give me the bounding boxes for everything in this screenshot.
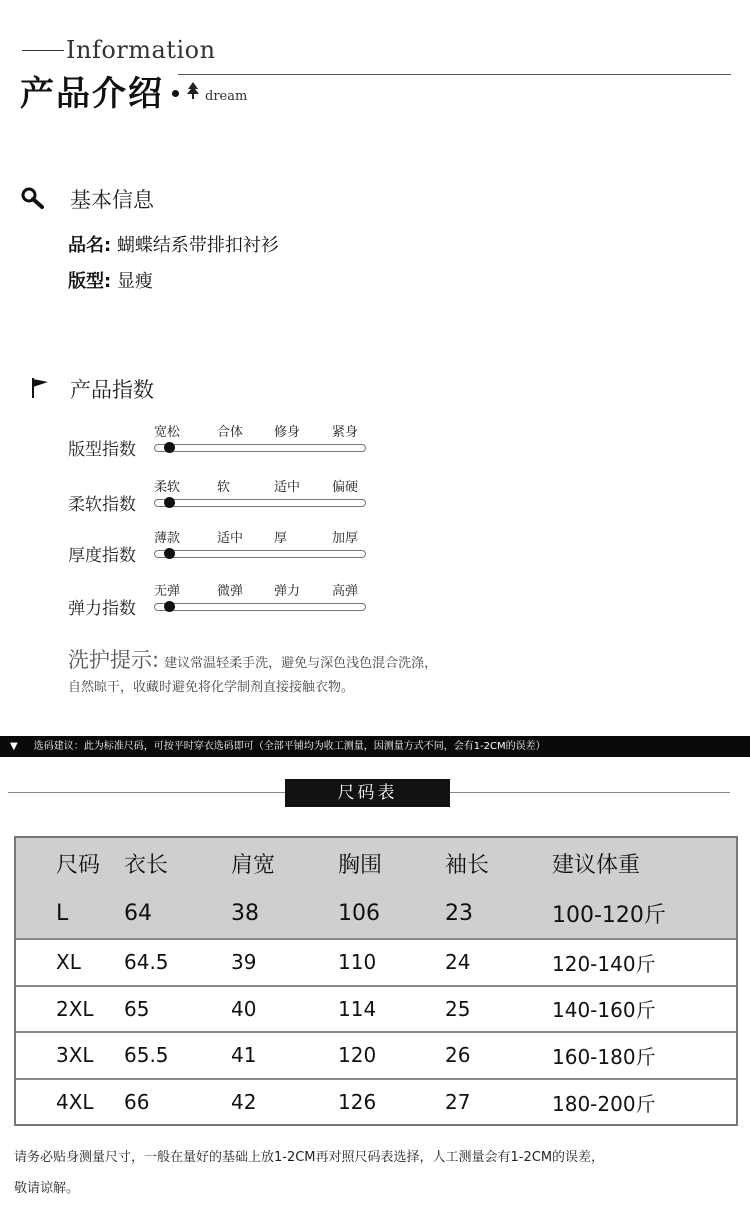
index-option: 加厚	[332, 531, 359, 546]
index-option: 微弹	[217, 584, 244, 599]
index-option: 修身	[274, 425, 301, 440]
table-cell: 2XL	[56, 996, 94, 1021]
index-slider-knob	[164, 548, 175, 559]
table-cell: 110	[338, 950, 377, 975]
index-label: 弹力指数	[68, 599, 136, 619]
table-cell: 27	[445, 1090, 471, 1115]
product-fit-line	[68, 267, 153, 293]
header-rule-right	[178, 74, 731, 75]
table-row	[16, 938, 736, 985]
header-cell: 胸围	[338, 852, 383, 878]
table-cell: 38	[231, 900, 259, 926]
table-cell: 41	[231, 1043, 257, 1068]
care-tip	[68, 644, 708, 674]
table-row	[16, 888, 736, 938]
table-cell: 26	[445, 1043, 471, 1068]
table-cell: 64	[124, 900, 152, 926]
tree-icon	[186, 82, 200, 104]
table-row	[16, 1078, 736, 1125]
search-icon	[20, 186, 46, 214]
table-cell: 24	[445, 950, 471, 975]
table-row	[16, 1031, 736, 1078]
header-cell: 袖长	[445, 852, 490, 878]
table-cell: 120-140斤	[552, 951, 656, 976]
care-line-2: 自然晾干，收藏时避免将化学制剂直接接触衣物。	[68, 680, 355, 695]
size-notice-text: 选码建议：此为标准尺码，可按平时穿衣选码即可（全部平铺均为收工测量，因测量方式不同，会有1-2CM的误差）	[33, 741, 546, 752]
table-cell: 25	[445, 996, 471, 1021]
table-cell: XL	[56, 950, 81, 975]
table-cell: 3XL	[56, 1043, 94, 1068]
index-option: 适中	[217, 531, 244, 546]
page-title: 产品介绍	[20, 74, 164, 114]
index-label: 厚度指数	[68, 546, 136, 566]
index-option: 弹力	[274, 584, 301, 599]
size-table-body	[16, 888, 736, 1124]
footer-note-line-1: 请务必贴身测量尺寸，一般在量好的基础上放1-2CM再对照尺码表选择，人工测量会有1-2CM的误差，	[14, 1150, 605, 1165]
table-cell: L	[56, 900, 69, 926]
index-option: 高弹	[332, 584, 359, 599]
index-label: 柔软指数	[68, 495, 136, 515]
table-cell: 64.5	[124, 950, 169, 975]
title-dot	[172, 90, 179, 97]
size-table-header	[16, 838, 736, 888]
product-name-value: 蝴蝶结系带排扣衬衫	[116, 235, 279, 256]
product-name-line	[68, 231, 279, 257]
table-row	[16, 985, 736, 1032]
index-slider-knob	[164, 442, 175, 453]
basic-info-heading: 基本信息	[70, 188, 154, 212]
index-option: 合体	[217, 425, 244, 440]
table-cell: 40	[231, 996, 257, 1021]
index-slider-track	[154, 499, 366, 507]
table-cell: 100-120斤	[552, 902, 666, 928]
header-rule-left	[22, 50, 64, 51]
table-cell: 66	[124, 1090, 150, 1115]
table-cell: 180-200斤	[552, 1091, 656, 1116]
header-cell: 尺码	[56, 852, 101, 878]
size-table-title: 尺码表	[285, 779, 450, 807]
table-cell: 106	[338, 900, 380, 926]
index-option: 柔软	[154, 480, 181, 495]
header-dream-text: dream	[205, 89, 248, 104]
flag-icon	[30, 377, 50, 403]
index-slider-track	[154, 550, 366, 558]
product-name-label: 品名:	[68, 235, 112, 256]
table-cell: 65	[124, 996, 150, 1021]
table-cell: 114	[338, 996, 377, 1021]
header-cell: 建议体重	[552, 852, 641, 878]
table-cell: 126	[338, 1090, 377, 1115]
care-title: 洗护提示:	[68, 648, 160, 672]
product-fit-label: 版型:	[68, 271, 112, 292]
index-slider-knob	[164, 601, 175, 612]
header-information-text: Information	[66, 36, 216, 64]
care-line-1: 建议常温轻柔手洗，避免与深色浅色混合洗涤，	[164, 656, 438, 671]
table-cell: 42	[231, 1090, 257, 1115]
table-cell: 160-180斤	[552, 1044, 656, 1069]
index-option: 无弹	[154, 584, 181, 599]
size-notice-bar	[0, 736, 750, 757]
table-cell: 4XL	[56, 1090, 94, 1115]
index-option: 紧身	[332, 425, 359, 440]
table-cell: 120	[338, 1043, 377, 1068]
footer-note-line-2: 敬请谅解。	[14, 1181, 80, 1196]
product-index-heading: 产品指数	[70, 378, 154, 402]
triangle-down-icon: ▼	[10, 741, 18, 752]
index-option: 厚	[274, 531, 288, 546]
index-option: 偏硬	[332, 480, 359, 495]
index-option: 软	[217, 480, 231, 495]
table-cell: 140-160斤	[552, 998, 656, 1023]
size-table	[14, 836, 738, 1126]
index-option: 宽松	[154, 425, 181, 440]
index-option: 薄款	[154, 531, 181, 546]
table-cell: 23	[445, 900, 473, 926]
index-option: 适中	[274, 480, 301, 495]
index-slider-track	[154, 444, 366, 452]
header-cell: 衣长	[124, 852, 169, 878]
index-slider-knob	[164, 497, 175, 508]
table-cell: 39	[231, 950, 257, 975]
product-fit-value: 显瘦	[116, 271, 153, 292]
index-label: 版型指数	[68, 440, 136, 460]
index-slider-track	[154, 603, 366, 611]
header-cell: 肩宽	[231, 852, 276, 878]
table-cell: 65.5	[124, 1043, 169, 1068]
